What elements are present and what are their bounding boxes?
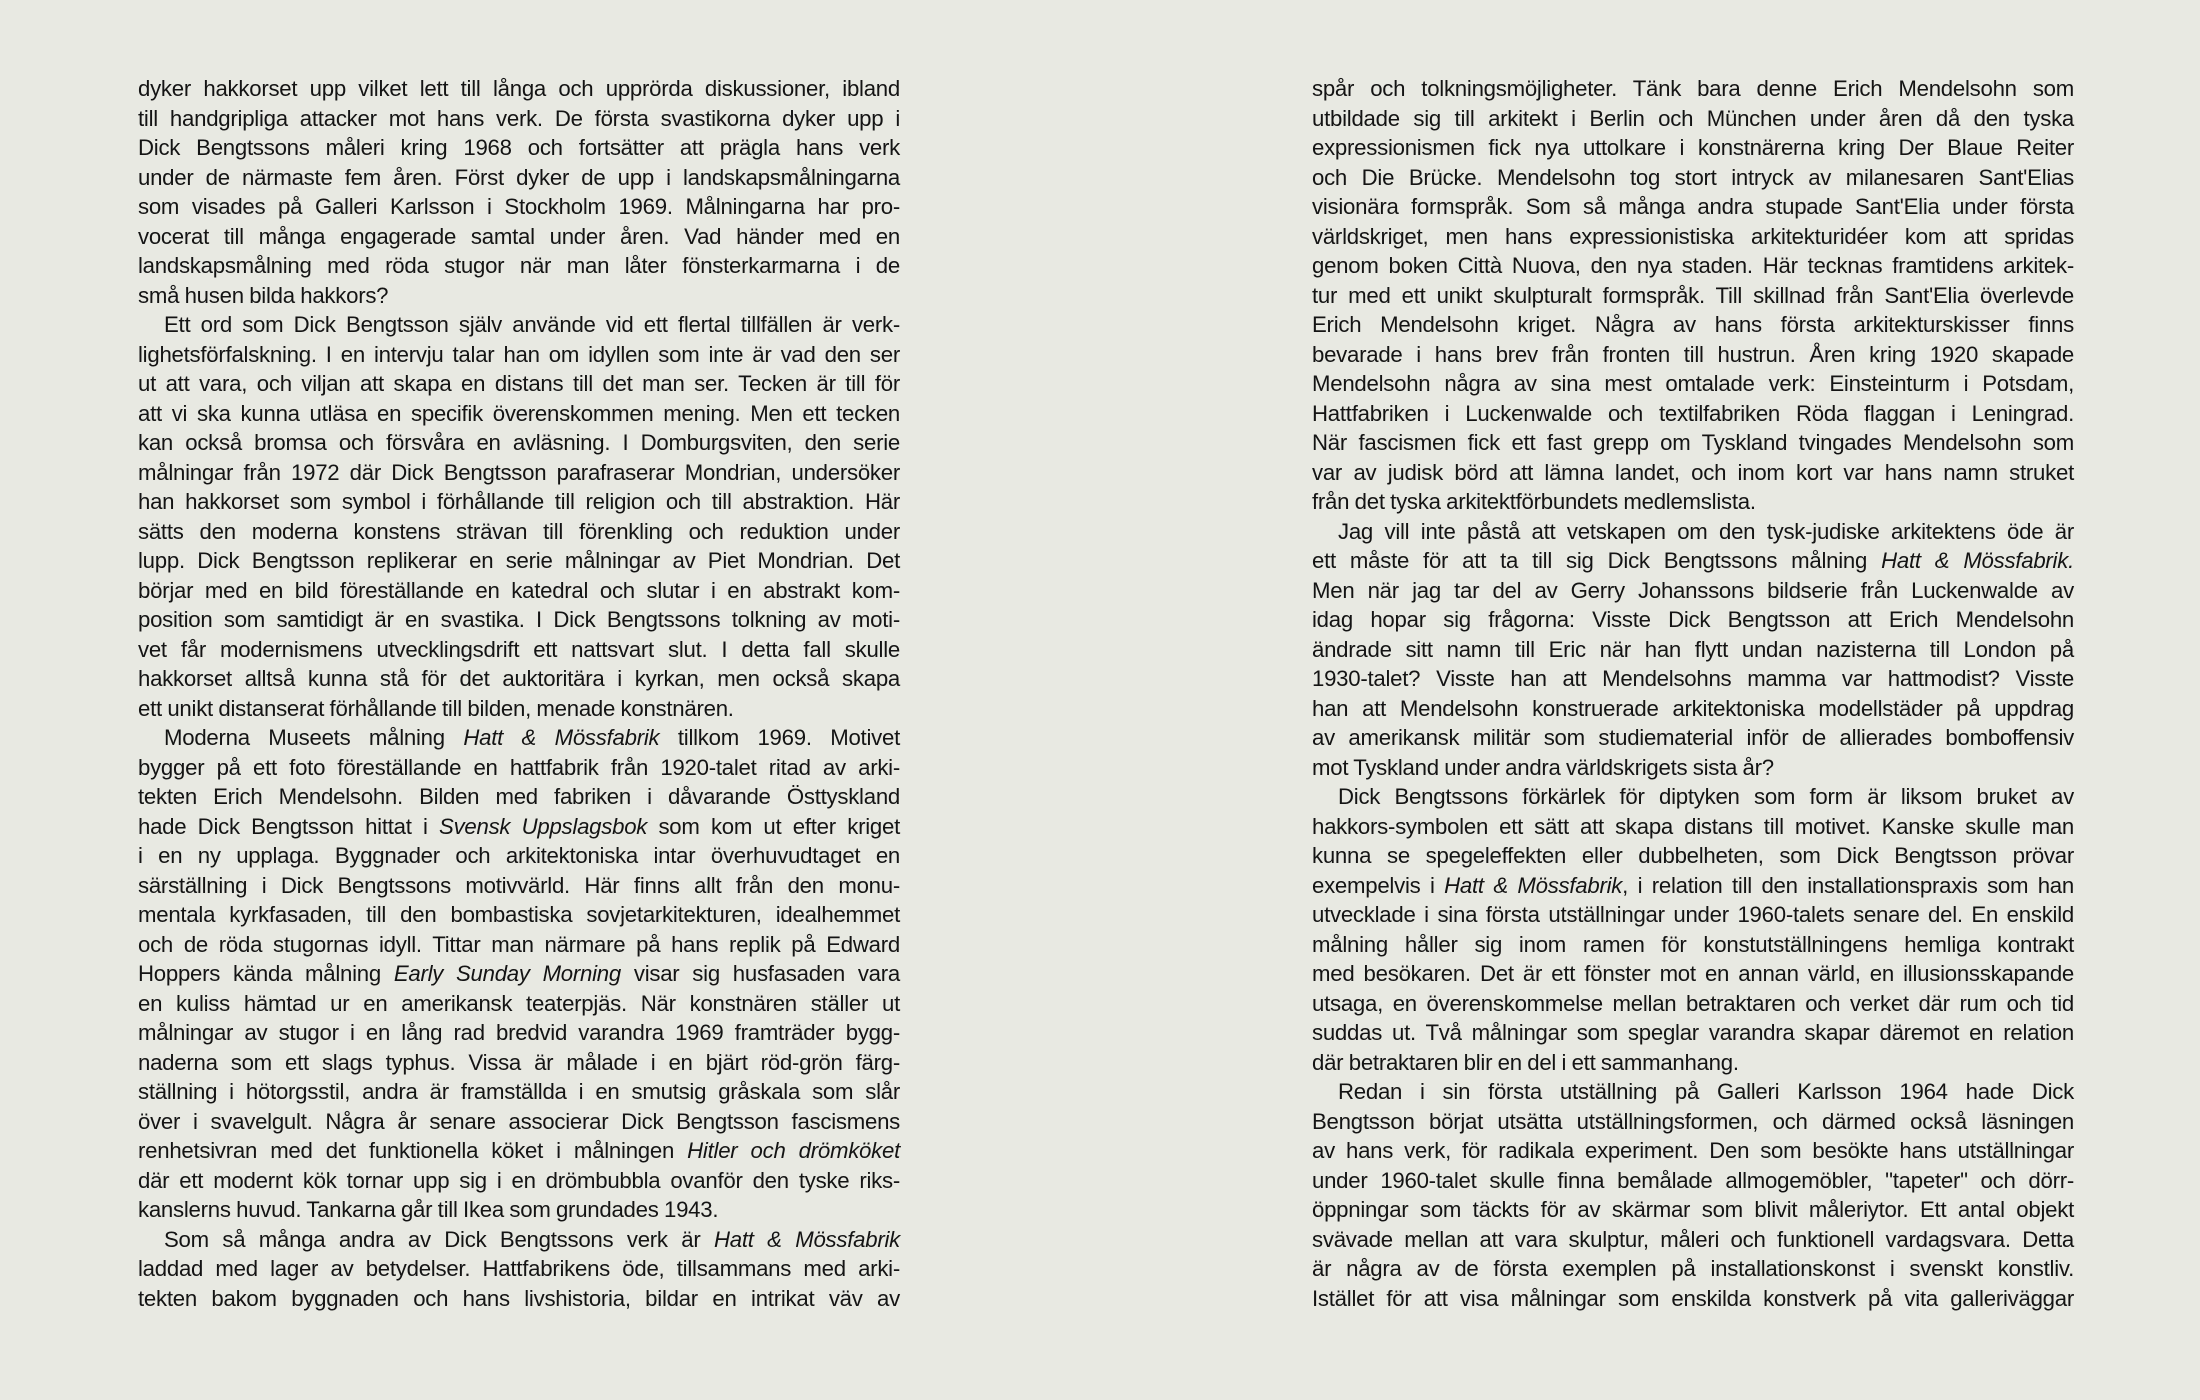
text-line: [1312, 841, 2074, 871]
text-line: [138, 782, 900, 812]
line-text: lighetsförfalskning. I en intervju talar han om idyllen som inte är vad den ser: [138, 341, 900, 367]
text-line: [138, 1136, 900, 1166]
line-text-rest: visar sig husfasaden vara: [621, 961, 900, 986]
line-text: position som samtidigt är en svastika. I Dick Bengtssons tolkning av moti-: [138, 607, 900, 632]
line-text: under de närmaste fem åren. Först dyker de upp i landskapsmålningarna: [138, 164, 900, 190]
text-line: [138, 399, 900, 429]
text-line: [138, 1018, 900, 1048]
line-text: han att Mendelsohn konstruerade arkitektoniska modellstäder på uppdrag: [1312, 695, 2074, 721]
text-line: [138, 133, 900, 163]
line-text: Dick Bengtssons förkärlek för diptyken som form är liksom bruket av: [1338, 784, 2074, 809]
text-line: [1312, 576, 2074, 606]
text-line: [1312, 959, 2074, 989]
text-line: [1312, 487, 2074, 517]
text-line: [138, 74, 900, 104]
text-line: [1312, 1077, 2074, 1107]
line-text: kunna se spegeleffekten eller dubbelheten, som Dick Bengtsson prövar: [1312, 843, 2074, 868]
line-text: mentala kyrkfasaden, till den bombastiska sovjetarkitekturen, idealhemmet: [138, 902, 900, 927]
line-text: i en ny upplaga. Byggnader och arkitektoniska intar överhuvudtaget en: [138, 843, 900, 868]
right-page: [1100, 0, 2200, 1400]
line-text: idag hopar sig frågorna: Visste Dick Bengtsson att Erich Mendelsohn: [1312, 607, 2074, 632]
line-text: som visades på Galleri Karlsson i Stockholm 1969. Målningarna har pro-: [138, 194, 900, 219]
text-line: [1312, 310, 2074, 340]
text-line: [1312, 1254, 2074, 1284]
text-line: [138, 605, 900, 635]
line-text: dyker hakkorset upp vilket lett till långa och upprörda diskussioner, ibland: [138, 76, 900, 101]
line-text: Men när jag tar del av Gerry Johanssons bildserie från Luckenwalde av: [1312, 577, 2074, 603]
text-line: [1312, 133, 2074, 163]
text-line: [138, 222, 900, 252]
text-line: [1312, 1018, 2074, 1048]
line-text: av amerikansk militär som studiematerial inför de allierades bomboffensiv: [1312, 725, 2074, 750]
line-text: och Die Brücke. Mendelsohn tog stort intryck av milanesaren Sant'Elias: [1312, 164, 2074, 190]
text-line: [1312, 222, 2074, 252]
line-text: Ett ord som Dick Bengtsson själv använde vid ett flertal tillfällen är verk-: [164, 312, 900, 337]
line-text-rest: tillkom 1969. Motivet: [659, 725, 900, 750]
text-line: [138, 694, 900, 724]
line-text: Hattfabriken i Luckenwalde och textilfabriken Röda flaggan i Leningrad.: [1312, 400, 2074, 426]
left-text-column: [138, 74, 900, 1313]
line-text: kan också bromsa och försvåra en avläsning. I Domburgsviten, den serie: [138, 430, 900, 455]
line-text: från det tyska arkitektförbundets medlemslista.: [1312, 489, 1756, 514]
line-text: är några av de första exemplen på installationskonst i svenskt konstliv.: [1312, 1256, 2074, 1281]
text-line: [138, 546, 900, 576]
line-text: var av judisk börd att lämna landet, och inom kort var hans namn struket: [1312, 459, 2074, 485]
text-line: [1312, 605, 2074, 635]
text-line: [138, 664, 900, 694]
line-text: ställning i hötorgsstil, andra är framställda i en smutsig gråskala som slår: [138, 1079, 900, 1104]
text-line: [138, 959, 900, 989]
line-text: visionära formspråk. Som så många andra stupade Sant'Elia under första: [1312, 194, 2074, 219]
line-text: Bengtsson börjat utsätta utställningsformen, och därmed också läsningen: [1312, 1108, 2074, 1134]
line-text: han hakkorset som symbol i förhållande till religion och till abstraktion. Här: [138, 489, 900, 514]
line-text: Mendelsohn några av sina mest omtalade verk: Einsteinturm i Potsdam,: [1312, 371, 2074, 396]
text-line: [1312, 871, 2074, 901]
italic-title: Hatt & Mössfabrik: [1444, 872, 1623, 898]
line-text: exempelvis i: [1312, 872, 1445, 898]
text-line: [138, 930, 900, 960]
line-text: över i svavelgult. Några år senare associerar Dick Bengtsson fascismens: [138, 1108, 900, 1134]
text-line: [1312, 930, 2074, 960]
right-text-column: [1312, 74, 2074, 1313]
line-text: Hoppers kända målning: [138, 961, 394, 986]
line-text: att vi ska kunna utläsa en specifik överenskommen mening. Men ett tecken: [138, 400, 900, 426]
text-line: [1312, 74, 2074, 104]
text-line: [1312, 1166, 2074, 1196]
text-line: [138, 163, 900, 193]
text-line: [1312, 163, 2074, 193]
text-line: [138, 340, 900, 370]
line-text: 1930-talet? Visste han att Mendelsohns mamma var hattmodist? Visste: [1312, 666, 2074, 691]
line-text: ett unikt distanserat förhållande till bilden, menade konstnären.: [138, 695, 734, 721]
line-text: Istället för att visa målningar som enskilda konstverk på vita galleriväggar: [1312, 1285, 2074, 1311]
text-line: [138, 635, 900, 665]
text-line: [138, 192, 900, 222]
text-line: [138, 517, 900, 547]
line-text: sätts den moderna konstens strävan till förenkling och reduktion under: [138, 518, 900, 544]
text-line: [138, 251, 900, 281]
line-text: bygger på ett foto föreställande en hattfabrik från 1920-talet ritad av arki-: [138, 754, 900, 780]
text-line: [138, 1166, 900, 1196]
line-text: laddad med lager av betydelser. Hattfabrikens öde, tillsammans med arki-: [138, 1256, 900, 1281]
text-line: [138, 458, 900, 488]
text-line: [138, 1107, 900, 1137]
line-text-rest: , i relation till den installationspraxis som han: [1622, 872, 2074, 898]
line-text: renhetsivran med det funktionella köket i målningen: [138, 1138, 688, 1163]
text-line: [138, 900, 900, 930]
line-text: en kuliss hämtad ur en amerikansk teaterpjäs. När konstnären ställer ut: [138, 990, 900, 1016]
text-line: [1312, 192, 2074, 222]
text-line: [138, 369, 900, 399]
text-line: [138, 1225, 900, 1255]
line-text: När fascismen fick ett fast grepp om Tyskland tvingades Mendelsohn som: [1312, 430, 2074, 455]
line-text: världskriget, men hans expressionistiska arkitekturidéer kom att spridas: [1312, 223, 2074, 249]
text-line: [1312, 753, 2074, 783]
text-line: [1312, 281, 2074, 311]
line-text: till handgripliga attacker mot hans verk. De första svastikorna dyker upp i: [138, 105, 900, 131]
text-line: [138, 753, 900, 783]
line-text: kanslerns huvud. Tankarna går till Ikea som grundades 1943.: [138, 1197, 719, 1222]
line-text: svävade mellan att vara skulptur, måleri och funktionell vardagsvara. Detta: [1312, 1226, 2074, 1252]
line-text-rest: som kom ut efter kriget: [647, 813, 900, 839]
line-text: tekten bakom byggnaden och hans livshistoria, bildar en intrikat väv av: [138, 1285, 900, 1311]
line-text: utbildade sig till arkitekt i Berlin och München under åren då den tyska: [1312, 105, 2074, 131]
text-line: [138, 989, 900, 1019]
italic-title: Hitler och drömköket: [687, 1138, 900, 1163]
line-text: öppningar som täckts för av skärmar som blivit måleriytor. Ett antal objekt: [1312, 1197, 2074, 1222]
line-text: med besökaren. Det är ett fönster mot en annan värld, en illusionsskapande: [1312, 961, 2074, 986]
line-text: spår och tolkningsmöjligheter. Tänk bara denne Erich Mendelsohn som: [1312, 76, 2074, 101]
text-line: [1312, 635, 2074, 665]
line-text: naderna som ett slags typhus. Vissa är målade i en bjärt röd-grön färg-: [138, 1049, 900, 1075]
text-line: [138, 812, 900, 842]
italic-title: Early Sunday Morning: [393, 961, 621, 986]
text-line: [138, 723, 900, 753]
line-text: hakkors-symbolen ett sätt att skapa distans till motivet. Kanske skulle man: [1312, 813, 2074, 839]
italic-title: Hatt & Mössfabrik: [714, 1226, 900, 1252]
line-text: tekten Erich Mendelsohn. Bilden med fabriken i dåvarande Östtyskland: [138, 784, 900, 809]
text-line: [1312, 694, 2074, 724]
text-line: [1312, 1107, 2074, 1137]
line-text: ett måste för att ta till sig Dick Bengtssons målning: [1312, 548, 1882, 573]
text-line: [138, 487, 900, 517]
line-text: Som så många andra av Dick Bengtssons verk är: [164, 1226, 714, 1252]
line-text: av hans verk, för radikala experiment. Den som besökte hans utställningar: [1312, 1138, 2074, 1163]
text-line: [1312, 340, 2074, 370]
text-line: [1312, 104, 2074, 134]
text-line: [1312, 251, 2074, 281]
text-line: [1312, 1284, 2074, 1314]
text-line: [1312, 546, 2074, 576]
line-text: Moderna Museets målning: [164, 725, 464, 750]
line-text: expressionismen fick nya uttolkare i konstnärerna kring Der Blaue Reiter: [1312, 135, 2074, 160]
line-text: hakkorset alltså kunna stå för det auktoritära i kyrkan, men också skapa: [138, 666, 900, 691]
italic-title: Hatt & Mössfabrik: [463, 725, 660, 750]
text-line: [138, 841, 900, 871]
text-line: [138, 1254, 900, 1284]
text-line: [138, 428, 900, 458]
italic-title: Hatt & Mössfabrik.: [1881, 548, 2074, 573]
line-text: vet får modernismens utvecklingsdrift ett nattsvart slut. I detta fall skulle: [138, 636, 900, 662]
line-text: Redan i sin första utställning på Galleri Karlsson 1964 hade Dick: [1338, 1079, 2074, 1104]
line-text: och de röda stugornas idyll. Tittar man närmare på hans replik på Edward: [138, 931, 900, 957]
line-text: utvecklade i sina första utställningar under 1960-talets senare del. En enskild: [1312, 902, 2074, 927]
line-text: lupp. Dick Bengtsson replikerar en serie målningar av Piet Mondrian. Det: [138, 548, 900, 573]
text-line: [1312, 1048, 2074, 1078]
text-line: [138, 104, 900, 134]
text-line: [1312, 517, 2074, 547]
text-line: [1312, 428, 2074, 458]
text-line: [1312, 900, 2074, 930]
line-text: målningar av stugor i en lång rad bredvid varandra 1969 framträder bygg-: [138, 1020, 900, 1045]
line-text: ändrade sitt namn till Eric när han flytt undan nazisterna till London på: [1312, 636, 2074, 662]
italic-title: Svensk Uppslagsbok: [439, 813, 648, 839]
text-line: [138, 1077, 900, 1107]
text-line: [138, 281, 900, 311]
text-line: [1312, 989, 2074, 1019]
line-text: särställning i Dick Bengtssons motivvärld. Här finns allt från den monu-: [138, 872, 900, 898]
text-line: [1312, 399, 2074, 429]
line-text: bevarade i hans brev från fronten till hustrun. Åren kring 1920 skapade: [1312, 341, 2074, 367]
line-text: målningar från 1972 där Dick Bengtsson parafraserar Mondrian, undersöker: [138, 459, 900, 485]
text-line: [1312, 458, 2074, 488]
text-line: [1312, 1195, 2074, 1225]
line-text: utsaga, en överenskommelse mellan betraktaren och verket där rum och tid: [1312, 990, 2074, 1016]
text-line: [1312, 1136, 2074, 1166]
line-text: ut att vara, och viljan att skapa en distans till det man ser. Tecken är till för: [138, 371, 900, 396]
text-line: [138, 1284, 900, 1314]
text-line: [1312, 369, 2074, 399]
line-text: börjar med en bild föreställande en katedral och slutar i en abstrakt kom-: [138, 577, 900, 603]
line-text: landskapsmålning med röda stugor när man låter fönsterkarmarna i de: [138, 253, 900, 278]
text-line: [1312, 812, 2074, 842]
line-text: Jag vill inte påstå att vetskapen om den tysk-judiske arkitektens öde är: [1338, 518, 2074, 544]
text-line: [1312, 1225, 2074, 1255]
text-line: [1312, 664, 2074, 694]
text-line: [138, 1048, 900, 1078]
text-line: [138, 871, 900, 901]
line-text: Erich Mendelsohn kriget. Några av hans första arkitekturskisser finns: [1312, 312, 2074, 337]
line-text: små husen bilda hakkors?: [138, 282, 389, 308]
line-text: där ett modernt kök tornar upp sig i en drömbubbla ovanför den tyske riks-: [138, 1167, 900, 1193]
text-line: [138, 576, 900, 606]
line-text: där betraktaren blir en del i ett sammanhang.: [1312, 1049, 1739, 1075]
text-line: [1312, 782, 2074, 812]
text-line: [1312, 723, 2074, 753]
line-text: under 1960-talet skulle finna bemålade allmogemöbler, "tapeter" och dörr-: [1312, 1167, 2074, 1193]
line-text: målning håller sig inom ramen för konstutställningens hemliga kontrakt: [1312, 931, 2074, 957]
text-line: [138, 1195, 900, 1225]
line-text: tur med ett unikt skulpturalt formspråk. Till skillnad från Sant'Elia överlevde: [1312, 282, 2074, 308]
line-text: genom boken Città Nuova, den nya staden. Här tecknas framtidens arkitek-: [1312, 253, 2074, 278]
text-line: [138, 310, 900, 340]
line-text: suddas ut. Två målningar som speglar varandra skapar däremot en relation: [1312, 1020, 2074, 1045]
line-text: hade Dick Bengtsson hittat i: [138, 813, 440, 839]
line-text: Dick Bengtssons måleri kring 1968 och fortsätter att prägla hans verk: [138, 135, 900, 160]
line-text: vocerat till många engagerade samtal under åren. Vad händer med en: [138, 223, 900, 249]
line-text: mot Tyskland under andra världskrigets sista år?: [1312, 754, 1774, 780]
